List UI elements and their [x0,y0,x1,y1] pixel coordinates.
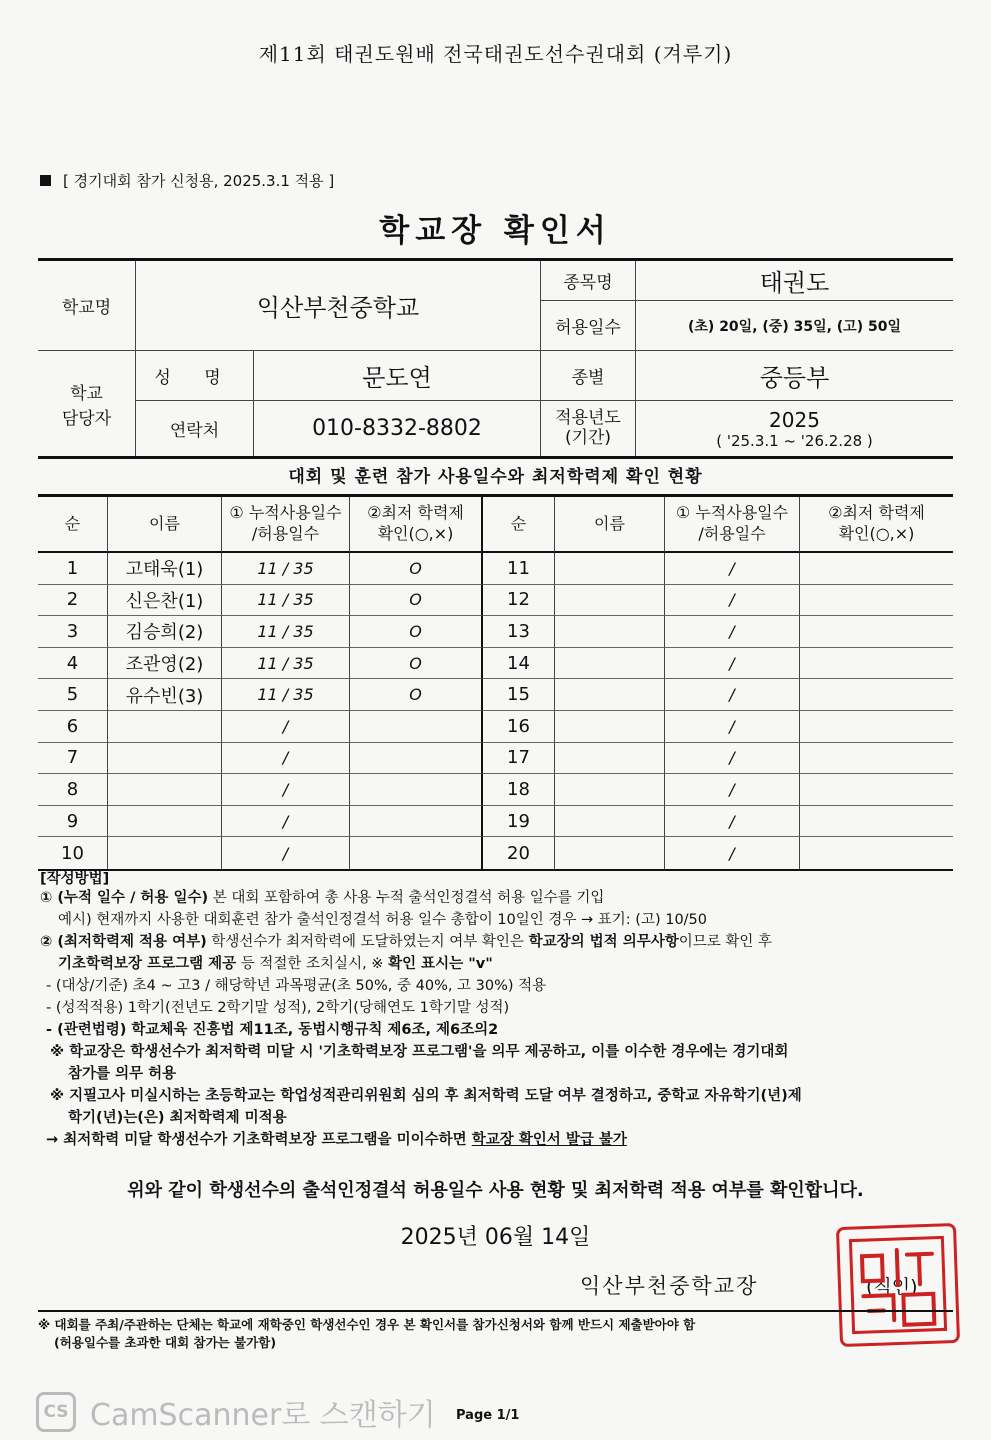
method-line-7: - (관련법령) 학교체육 진흥법 제11조, 동법시행규칙 제6조, 제6조의2 [46,1022,499,1038]
division-label: 종별 [541,351,636,401]
seal-mark: (직인) [866,1276,918,1298]
table-cell-days: / [665,553,800,585]
division-value: 중등부 [636,351,953,401]
table-cell-days: / [665,616,800,648]
table-header-text: ②최저 학력제 [367,503,464,523]
footnote-line-2: (허용일수를 초과한 대회 참가는 불가함) [54,1334,277,1350]
table-cell-name [555,679,665,711]
method-line-1 [40,890,955,907]
table-cell-no: 2 [38,585,108,617]
table-cell-name: 신은찬(1) [108,585,222,617]
table-cell-no: 14 [483,648,555,680]
table-cell-days: / [665,837,800,869]
info-table [38,258,953,459]
table-cell-no: 6 [38,711,108,743]
table-cell-days: / [665,711,800,743]
method-line-2: 예시) 현재까지 사용한 대회훈련 참가 출석인정결석 허용 일수 총합이 10일인 경우 → 표기: (고) 10/50 [58,912,708,928]
year-label [541,401,636,456]
method-line-12 [46,1132,961,1149]
table-cell-check [800,553,953,585]
table-cell-name: 조관영(2) [108,648,222,680]
form-note [40,170,334,191]
usage-table [38,494,953,871]
method-line-3-text: 학생선수가 최저학력에 도달하였는지 여부 확인은 [206,934,529,950]
table-cell-days: / [222,837,350,869]
table-cell-days: / [665,806,800,838]
method-line-12-text: → 최저학력 미달 학생선수가 기초학력보장 프로그램을 미이수하면 [46,1132,472,1148]
table-cell-days: / [222,806,350,838]
table-cell-check [800,806,953,838]
table-cell-name [555,806,665,838]
table-cell-check: O [350,648,483,680]
staff-label [38,351,136,456]
table-cell-days: / [222,743,350,775]
table-header-text: 확인(○,×) [377,524,454,543]
table-header-text: /허용일수 [698,524,766,543]
table-cell-name [555,648,665,680]
sport-label: 종목명 [541,261,636,301]
table-header-text: 확인(○,×) [838,524,915,543]
table-cell-no: 3 [38,616,108,648]
principal-signature: 익산부천중학교장 [580,1274,759,1298]
table-cell-no: 16 [483,711,555,743]
method-line-3-bold2: 학교장의 법적 의무사항 [528,934,679,950]
method-line-4-bold: 기초학력보장 프로그램 제공 [58,956,237,972]
table-header-text: /허용일수 [251,524,320,543]
method-line-5: - (대상/기준) 초4 ~ 고3 / 해당학년 과목평균(초 50%, 중 40%, 고 30%) 적용 [46,978,547,994]
table-cell-check: O [350,553,483,585]
table-cell-check: O [350,585,483,617]
form-note-text: [ 경기대회 참가 신청용, 2025.3.1 적용 ] [63,172,335,190]
table-cell-days: / [665,679,800,711]
table-header-text: ②최저 학력제 [828,503,925,523]
table-header-cell [350,497,483,553]
table-cell-check [800,711,953,743]
table-cell-days: / [665,585,800,617]
method-line-1-bold: ① (누적 일수 / 허용 일수) [40,890,209,906]
name-label: 성 명 [136,351,254,401]
event-title: 제11회 태권도원배 전국태권도선수권대회 (겨루기) [258,42,733,66]
method-line-10: ※ 지필고사 미실시하는 초등학교는 학업성적관리위원회 심의 후 최저학력 도달 여부 결정하고, 중학교 자유학기(년)제 [50,1088,802,1104]
table-cell-no: 8 [38,774,108,806]
table-cell-days: 11 / 35 [222,648,350,680]
camscanner-logo-icon: CS [36,1392,76,1432]
table-header-text: ① 누적사용일수 [229,503,342,523]
footnote [38,1310,953,1351]
document-title: 학교장 확인서 [379,213,612,249]
method-line-11: 학기(년)는(은) 최저학력제 미적용 [68,1110,287,1126]
table-cell-check [800,648,953,680]
table-cell-days: 11 / 35 [222,679,350,711]
table-cell-check [800,585,953,617]
table-cell-no: 7 [38,743,108,775]
page-number: Page 1/1 [456,1408,520,1423]
table-cell-days: 11 / 35 [222,553,350,585]
table-cell-name [555,616,665,648]
camscanner-watermark [36,1390,436,1434]
table-cell-name [555,774,665,806]
table-cell-check: O [350,616,483,648]
table-cell-no: 19 [483,806,555,838]
table-cell-check [350,806,483,838]
table-cell-name [555,585,665,617]
period-value: ( '25.3.1 ~ '26.2.28 ) [716,431,873,450]
camscanner-text: CamScanner로 스캔하기 [90,1398,436,1433]
table-cell-check [350,711,483,743]
method-line-4 [58,956,973,973]
footnote-line-1: ※ 대회를 주최/주관하는 단체는 학교에 재학중인 학생선수인 경우 본 확인서를 참가신청서와 함께 반드시 제출받아야 함 [38,1317,696,1332]
table-cell-no: 9 [38,806,108,838]
table-cell-days: / [222,711,350,743]
table-cell-days: / [222,774,350,806]
square-bullet-icon [40,175,51,186]
issue-date: 2025년 06월 14일 [400,1225,591,1250]
year-label-line1: 적용년도 [555,407,621,428]
table-header-text: 순 [64,513,81,533]
table-cell-name: 유수빈(3) [108,679,222,711]
table-header-cell [38,497,108,553]
table-cell-no: 15 [483,679,555,711]
method-line-6: - (성적적용) 1학기(전년도 2학기말 성적), 2학기(당해연도 1학기말 성적) [46,1000,510,1016]
table-cell-name [108,837,222,869]
table-cell-days: / [665,743,800,775]
table-cell-no: 1 [38,553,108,585]
method-line-3-bold: ② (최저학력제 적용 여부) [40,934,207,950]
method-line-3-end: 이므로 확인 후 [678,934,772,950]
method-line-3 [40,934,955,951]
table-cell-days: 11 / 35 [222,585,350,617]
table-header-cell [222,497,350,553]
method-line-12-underlined: 학교장 확인서 발급 불가 [471,1132,627,1148]
allowed-days-label: 허용일수 [541,301,636,351]
confirmation-statement: 위와 같이 학생선수의 출석인정결석 허용일수 사용 현황 및 최저학력 적용 여부를 확인합니다. [127,1180,864,1201]
staff-label-line2: 담당자 [61,408,112,429]
method-line-4-text: 등 적절한 조치실시, ※ [236,956,389,972]
contact-value: 010-8332-8802 [254,401,541,456]
table-cell-no: 5 [38,679,108,711]
year-value-cell [636,401,953,456]
table-cell-name: 고태욱(1) [108,553,222,585]
usage-table-heading: 대회 및 훈련 참가 사용일수와 최저학력제 확인 현황 [288,467,703,487]
table-header-cell [108,497,222,553]
table-cell-check: O [350,679,483,711]
table-cell-name [555,711,665,743]
table-cell-name [555,743,665,775]
table-header-cell [800,497,953,553]
staff-label-line1: 학교 [70,383,103,404]
table-cell-name [108,743,222,775]
table-cell-no: 10 [38,837,108,869]
table-header-text: ① 누적사용일수 [675,503,789,523]
table-cell-no: 13 [483,616,555,648]
table-header-cell [665,497,800,553]
table-cell-name [108,774,222,806]
method-line-9: 참가를 의무 허용 [68,1066,177,1082]
school-label: 학교명 [38,261,136,351]
method-line-4-bold2: 확인 표시는 "v" [388,956,493,972]
table-cell-name: 김승희(2) [108,616,222,648]
table-cell-days: 11 / 35 [222,616,350,648]
contact-label: 연락처 [136,401,254,456]
table-cell-no: 11 [483,553,555,585]
table-cell-name [108,711,222,743]
table-cell-check [800,743,953,775]
table-cell-check [350,774,483,806]
table-cell-check [350,837,483,869]
table-cell-name [555,837,665,869]
sport-value: 태권도 [636,261,953,301]
year-value: 2025 [769,407,820,432]
table-cell-no: 4 [38,648,108,680]
table-cell-name [555,553,665,585]
table-header-text: 순 [510,513,527,533]
year-label-line2: (기간) [564,427,612,448]
table-cell-check [800,837,953,869]
table-cell-check [800,774,953,806]
table-cell-no: 12 [483,585,555,617]
table-cell-days: / [665,648,800,680]
method-line-1-text: 본 대회 포함하여 총 사용 누적 출석인정결석 허용 일수를 기입 [208,890,605,906]
table-cell-check [800,616,953,648]
table-cell-check [800,679,953,711]
allowed-days-value: (초) 20일, (중) 35일, (고) 50일 [636,301,953,351]
table-cell-no: 20 [483,837,555,869]
school-value: 익산부천중학교 [136,261,541,351]
method-title: [작성방법] [40,871,110,887]
table-cell-no: 18 [483,774,555,806]
table-cell-days: / [665,774,800,806]
method-line-8: ※ 학교장은 학생선수가 최저학력 미달 시 '기초학력보장 프로그램'을 의무 제공하고, 이를 이수한 경우에는 경기대회 [50,1044,789,1060]
name-value: 문도연 [254,351,541,401]
table-cell-name [108,806,222,838]
table-header-cell [555,497,665,553]
table-cell-no: 17 [483,743,555,775]
table-cell-check [350,743,483,775]
table-header-text: 이름 [149,513,180,533]
table-header-cell [483,497,555,553]
table-header-text: 이름 [594,513,625,533]
